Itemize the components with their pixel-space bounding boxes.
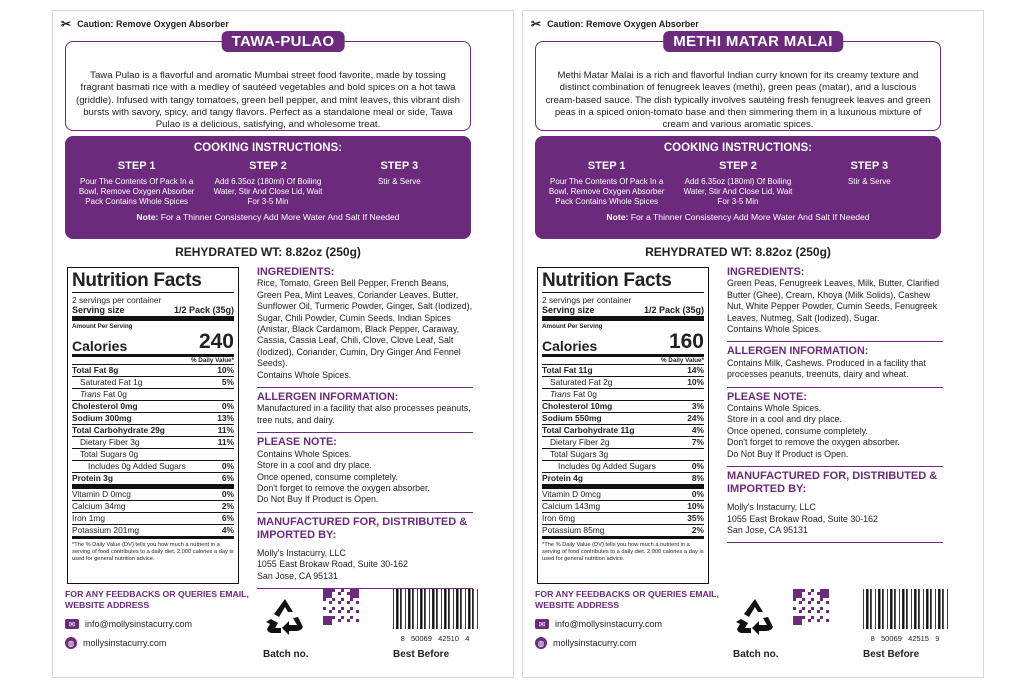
nutrition-title: Nutrition Facts xyxy=(542,270,704,293)
nutrient-dv: 6% xyxy=(221,473,234,483)
nutrient-label: Total Carbohydrate 11g xyxy=(542,425,635,435)
barcode-number: 8 50069 42515 9 xyxy=(870,634,940,643)
step-text: Add 6.35oz (180ml) Of Boiling Water, Stir And Close Lid, Wait For 3-5 Min xyxy=(683,177,793,206)
ingredients-text: Green Peas, Fenugreek Leaves, Milk, Butter, Clarified Butter (Ghee), Cream, Khoya (Milk Solids), Cashew Nut, White Pepper Powder, Cumin Seeds, Fenugreek Leaves, Nutmeg, Salt (Iodized), Sugar. xyxy=(727,278,940,323)
manufacturer-line: San Jose, CA 95131 xyxy=(727,524,808,535)
nutrient-label: Protein 4g xyxy=(542,473,583,483)
allergen-text: Contains Milk, Cashews. Produced in a facility that processes peanuts, treenuts, dairy and wheat. xyxy=(727,357,926,380)
step-text: Pour The Contents Of Pack In a Bowl, Remove Oxygen Absorber Pack Contains Whole Spices xyxy=(78,177,195,206)
nutrient-dv: 14% xyxy=(687,365,704,375)
email-link[interactable]: info@mollysinstacurry.com xyxy=(555,619,662,629)
recycle-icon xyxy=(735,597,775,635)
cooking-note xyxy=(65,212,471,222)
nutrient-dv: 2% xyxy=(691,525,704,535)
nutrition-row xyxy=(542,437,704,449)
serving-size-row xyxy=(72,305,234,321)
rehydrated-weight: REHYDRATED WT: 8.82oz (250g) xyxy=(645,245,831,259)
nutrient-label: Total Carbohydrate 29g xyxy=(72,425,165,435)
nutrition-row xyxy=(72,413,234,425)
please-note-item: Don't forget to remove the oxygen absorber. xyxy=(257,482,430,493)
product-description: Methi Matar Malai is a rich and flavorful Indian curry known for its creamy texture and distinct combination of fenugreek leaves (methi), green peas (matar), and a luscious cream-based sauce. The dish typically involves sautéing fresh fenugreek leaves and green peas in a spiced onion-tomato base and then simmering them in a luxurious mixture of cream and various aromatic spices. xyxy=(545,70,931,131)
step-label: STEP 1 xyxy=(587,160,626,172)
nutrition-facts xyxy=(537,267,709,584)
nutrient-label: Includes 0g Added Sugars xyxy=(88,461,186,471)
barcode xyxy=(391,589,479,641)
divider xyxy=(727,542,943,543)
divider xyxy=(727,341,943,342)
nutrition-row xyxy=(542,513,704,525)
qr-code[interactable] xyxy=(793,589,829,625)
manufacturer-heading: MANUFACTURED FOR, DISTRIBUTED & IMPORTED BY: xyxy=(257,515,468,541)
nutrient-label: Cholesterol 10mg xyxy=(542,401,613,411)
nutrient-dv: 2% xyxy=(221,501,234,511)
caution-line xyxy=(61,17,229,31)
serving-value: 1/2 Pack (35g) xyxy=(173,305,234,315)
steps-row xyxy=(535,160,941,207)
manufacturer-line: Molly's Instacurry, LLC xyxy=(257,547,346,558)
ingredients-text: Rice, Tomato, Green Bell Pepper, French Beans, Green Pea, Mint Leaves, Coriander Leaves, Butter, Sunflower Oil, Turmeric Powder, Ginger, Salt (Iodized), Sugar, Chili Powder, Cumin Seeds, Indian Spices (Anistar, Black Cardamom, Black Pepper, Caraway, Cassia, Cassia Leaf, Chili, Clove, Clove Leaf, Salt (Iodized), Coriander, Cumin, Dry Ginger And Fennel Seeds). xyxy=(257,278,473,369)
nutrition-footnote: *The % Daily Value (DV) tells you how much a nutrient in a serving of food contributes to a daily diet. 2,000 calories a day is used for general nutrition advice. xyxy=(72,542,234,563)
nutrition-row xyxy=(72,489,234,501)
email-link[interactable]: info@mollysinstacurry.com xyxy=(85,619,192,629)
globe-icon: ◍ xyxy=(65,637,77,649)
nutrition-row xyxy=(542,449,704,461)
barcode-bars xyxy=(861,589,949,629)
please-note-item: Store in a cool and dry place. xyxy=(257,460,372,471)
product-title: TAWA-PULAO xyxy=(222,31,345,52)
nutrition-row xyxy=(72,377,234,389)
please-note-heading: PLEASE NOTE: xyxy=(257,436,337,449)
please-note-item: Don't forget to remove the oxygen absorber. xyxy=(727,437,900,448)
divider xyxy=(727,466,943,467)
please-note-item: Contains Whole Spices. xyxy=(257,448,352,459)
cooking-instructions xyxy=(65,136,471,239)
best-before-label: Best Before xyxy=(863,649,920,660)
step-label: STEP 3 xyxy=(380,160,419,172)
nutrient-label: Cholesterol 0mg xyxy=(72,401,138,411)
nutrient-dv: 0% xyxy=(221,401,234,411)
scissors-icon: ✂ xyxy=(61,17,72,31)
allergen-heading: ALLERGEN INFORMATION: xyxy=(727,345,869,358)
step-text: Pour The Contents Of Pack In a Bowl, Remove Oxygen Absorber Pack Contains Whole Spices xyxy=(548,177,665,206)
nutrition-row xyxy=(542,501,704,513)
best-before-label: Best Before xyxy=(393,649,450,660)
calories-value: 240 xyxy=(198,330,234,353)
nutrient-label: Potassium 85mg xyxy=(542,525,605,535)
please-note-item: Contains Whole Spices. xyxy=(727,403,822,414)
rehydrated-weight: REHYDRATED WT: 8.82oz (250g) xyxy=(175,245,361,259)
label-panel xyxy=(52,10,514,678)
nutrition-row xyxy=(542,489,704,501)
step-text: Stir & Serve xyxy=(377,177,421,186)
dv-header: % Daily Value* xyxy=(542,357,704,365)
website-row xyxy=(65,637,275,649)
cooking-title: COOKING INSTRUCTIONS: xyxy=(193,142,343,154)
product-title: METHI MATAR MALAI xyxy=(663,31,843,52)
label-panel xyxy=(522,10,984,678)
allergen-heading: ALLERGEN INFORMATION: xyxy=(257,391,399,404)
email-row xyxy=(65,619,275,629)
nutrition-row xyxy=(72,425,234,437)
nutrient-label: Includes 0g Added Sugars xyxy=(558,461,656,471)
allergen-text: Manufactured in a facility that also processes peanuts, tree nuts, and dairy. xyxy=(257,403,471,425)
cooking-step xyxy=(77,160,197,207)
nutrition-row xyxy=(542,461,704,473)
nutrient-dv: 8% xyxy=(691,473,704,483)
nutrient-dv: 0% xyxy=(221,489,234,499)
cooking-title: COOKING INSTRUCTIONS: xyxy=(663,142,813,154)
mail-icon: ✉ xyxy=(535,619,549,629)
please-note-item: Once opened, consume completely. xyxy=(727,425,868,436)
website-row xyxy=(535,637,745,649)
calories-row xyxy=(72,330,234,357)
feedback-heading: FOR ANY FEEDBACKS OR QUERIES EMAIL, WEBSITE ADDRESS xyxy=(65,589,249,610)
nutrition-footnote: *The % Daily Value (DV) tells you how much a nutrient in a serving of food contributes to a daily diet. 2,000 calories a day is used for general nutrition advice. xyxy=(542,542,704,563)
nutrition-row xyxy=(72,449,234,461)
nutrient-dv: 0% xyxy=(221,461,234,471)
cooking-step xyxy=(547,160,667,207)
barcode-number: 8 50069 42510 4 xyxy=(400,634,470,643)
step-text: Add 6.35oz (180ml) Of Boiling Water, Stir And Close Lid, Wait For 3-5 Min xyxy=(213,177,323,206)
calories-label: Calories xyxy=(72,338,128,354)
serving-value: 1/2 Pack (35g) xyxy=(643,305,704,315)
please-note-heading: PLEASE NOTE: xyxy=(727,390,807,403)
cooking-step xyxy=(339,160,459,207)
manufacturer-block xyxy=(727,502,943,536)
nutrient-label: Total Sugars 3g xyxy=(550,449,609,459)
caution-line xyxy=(531,17,699,31)
nutrition-row xyxy=(542,525,704,539)
batch-label: Batch no. xyxy=(263,649,309,660)
ingredients-column xyxy=(257,267,473,592)
nutrient-dv: 3% xyxy=(691,401,704,411)
note-text: For a Thinner Consistency Add More Water And Salt If Needed xyxy=(630,212,870,222)
nutrition-row xyxy=(72,513,234,525)
nutrition-row xyxy=(72,365,234,377)
serving-size-row xyxy=(542,305,704,321)
step-label: STEP 2 xyxy=(719,160,757,172)
nutrient-dv: 11% xyxy=(217,425,234,435)
cooking-step xyxy=(678,160,798,207)
nutrient-label: Trans Fat 0g xyxy=(80,389,127,399)
description-box xyxy=(65,41,471,131)
feedback-heading: FOR ANY FEEDBACKS OR QUERIES EMAIL, WEBSITE ADDRESS xyxy=(535,589,719,610)
contact-block xyxy=(65,589,275,649)
globe-icon: ◍ xyxy=(535,637,547,649)
cooking-step xyxy=(809,160,929,207)
nutrient-label: Saturated Fat 1g xyxy=(80,377,143,387)
contains-text: Contains Whole Spices. xyxy=(257,369,352,380)
barcode-bars xyxy=(391,589,479,629)
nutrient-dv: 0% xyxy=(691,489,704,499)
serving-label: Serving size xyxy=(72,305,125,315)
step-label: STEP 3 xyxy=(850,160,889,172)
barcode xyxy=(861,589,949,641)
manufacturer-line: 1055 East Brokaw Road, Suite 30-162 xyxy=(727,513,878,524)
please-note-item: Once opened, consume completely. xyxy=(257,471,398,482)
nutrient-label: Dietary Fiber 2g xyxy=(550,437,610,447)
nutrition-row xyxy=(542,401,704,413)
manufacturer-line: 1055 East Brokaw Road, Suite 30-162 xyxy=(257,559,408,570)
product-description: Tawa Pulao is a flavorful and aromatic Mumbai street food favorite, made by tossing fragrant basmati rice with a medley of sautéed vegetables and bold spices on a hot tawa (griddle). Infused with tangy tomatoes, green bell pepper, and mint leaves, this vibrant dish bursts with savory, spicy, and tangy flavors. Perfect as a standalone meal or side, Tawa Pulao is a delicious, satisfying, and wholesome treat. xyxy=(76,70,460,131)
nutrition-row xyxy=(542,425,704,437)
nutrient-label: Dietary Fiber 3g xyxy=(80,437,140,447)
servings: 2 servings per container xyxy=(72,295,162,305)
cooking-note xyxy=(535,212,941,222)
nutrient-label: Vitamin D 0mcg xyxy=(542,489,601,499)
description-box xyxy=(535,41,941,131)
caution-text: Caution: Remove Oxygen Absorber xyxy=(547,19,699,29)
nutrient-dv: 10% xyxy=(687,377,704,387)
manufacturer-heading: MANUFACTURED FOR, DISTRIBUTED & IMPORTED BY: xyxy=(727,470,938,496)
calories-value: 160 xyxy=(668,330,704,353)
nutrient-label: Protein 3g xyxy=(72,473,113,483)
nutrient-label: Total Fat 11g xyxy=(542,365,593,375)
nutrient-label: Trans Fat 0g xyxy=(550,389,597,399)
nutrition-row xyxy=(72,437,234,449)
qr-code[interactable] xyxy=(323,589,359,625)
divider xyxy=(257,432,473,433)
note-label: Note: xyxy=(136,212,159,222)
nutrient-dv: 24% xyxy=(687,413,704,423)
nutrient-label: Iron 1mg xyxy=(72,513,106,523)
nutrition-row xyxy=(72,525,234,539)
nutrient-label: Saturated Fat 2g xyxy=(550,377,613,387)
nutrition-row xyxy=(542,473,704,489)
manufacturer-block xyxy=(257,548,473,582)
nutrition-row xyxy=(542,389,704,401)
ingredients-heading: INGREDIENTS: xyxy=(257,266,335,278)
step-text: Stir & Serve xyxy=(847,177,891,186)
nutrient-label: Sodium 300mg xyxy=(72,413,132,423)
nutrition-title: Nutrition Facts xyxy=(72,270,234,293)
recycle-icon xyxy=(265,597,305,635)
divider xyxy=(257,512,473,513)
nutrient-dv: 4% xyxy=(691,425,704,435)
nutrient-dv: 10% xyxy=(687,501,704,511)
note-label: Note: xyxy=(606,212,629,222)
nutrient-label: Total Sugars 0g xyxy=(80,449,139,459)
nutrition-row xyxy=(542,413,704,425)
dv-header: % Daily Value* xyxy=(72,357,234,365)
step-label: STEP 2 xyxy=(249,160,287,172)
caution-text: Caution: Remove Oxygen Absorber xyxy=(77,19,229,29)
ingredients-heading: INGREDIENTS: xyxy=(727,266,805,278)
servings: 2 servings per container xyxy=(542,295,632,305)
nutrient-dv: 13% xyxy=(217,413,234,423)
nutrition-row xyxy=(72,501,234,513)
manufacturer-line: Molly's Instacurry, LLC xyxy=(727,502,816,513)
mail-icon: ✉ xyxy=(65,619,79,629)
nutrient-label: Vitamin D 0mcg xyxy=(72,489,131,499)
please-note-item: Store in a cool and dry place. xyxy=(727,414,842,425)
calories-row xyxy=(542,330,704,357)
batch-label: Batch no. xyxy=(733,649,779,660)
nutrient-dv: 10% xyxy=(217,365,234,375)
cooking-step xyxy=(208,160,328,207)
nutrient-label: Potassium 201mg xyxy=(72,525,140,535)
contains-text: Contains Whole Spices. xyxy=(727,324,822,335)
nutrient-label: Sodium 550mg xyxy=(542,413,602,423)
nutrient-label: Total Fat 8g xyxy=(72,365,119,375)
nutrient-dv: 6% xyxy=(221,513,234,523)
scissors-icon: ✂ xyxy=(531,17,542,31)
nutrition-row xyxy=(72,401,234,413)
website-link[interactable]: mollysinstacurry.com xyxy=(553,638,637,648)
nutrient-label: Calcium 34mg xyxy=(72,501,126,511)
calories-label: Calories xyxy=(542,338,598,354)
nutrient-dv: 5% xyxy=(221,377,234,387)
note-text: For a Thinner Consistency Add More Water And Salt If Needed xyxy=(160,212,400,222)
divider xyxy=(257,387,473,388)
cooking-instructions xyxy=(535,136,941,239)
ingredients-column xyxy=(727,267,943,546)
nutrition-facts xyxy=(67,267,239,584)
website-link[interactable]: mollysinstacurry.com xyxy=(83,638,167,648)
nutrition-row xyxy=(72,389,234,401)
nutrition-row xyxy=(72,461,234,473)
please-note-item: Do Not Buy If Product is Open. xyxy=(727,448,849,459)
contact-block xyxy=(535,589,745,649)
nutrient-dv: 0% xyxy=(691,461,704,471)
amount-per: Amount Per Serving xyxy=(72,323,133,330)
nutrient-dv: 11% xyxy=(217,437,234,447)
nutrient-dv: 35% xyxy=(687,513,704,523)
amount-per: Amount Per Serving xyxy=(542,323,603,330)
please-note-item: Do Not Buy If Product is Open. xyxy=(257,494,379,505)
serving-label: Serving size xyxy=(542,305,595,315)
nutrition-row xyxy=(542,365,704,377)
step-label: STEP 1 xyxy=(117,160,156,172)
manufacturer-line: San Jose, CA 95131 xyxy=(257,570,338,581)
nutrient-label: Iron 6mg xyxy=(542,513,576,523)
email-row xyxy=(535,619,745,629)
nutrient-label: Calcium 143mg xyxy=(542,501,601,511)
nutrient-dv: 4% xyxy=(221,525,234,535)
steps-row xyxy=(65,160,471,207)
nutrient-dv: 7% xyxy=(691,437,704,447)
nutrition-row xyxy=(542,377,704,389)
nutrition-row xyxy=(72,473,234,489)
divider xyxy=(727,387,943,388)
